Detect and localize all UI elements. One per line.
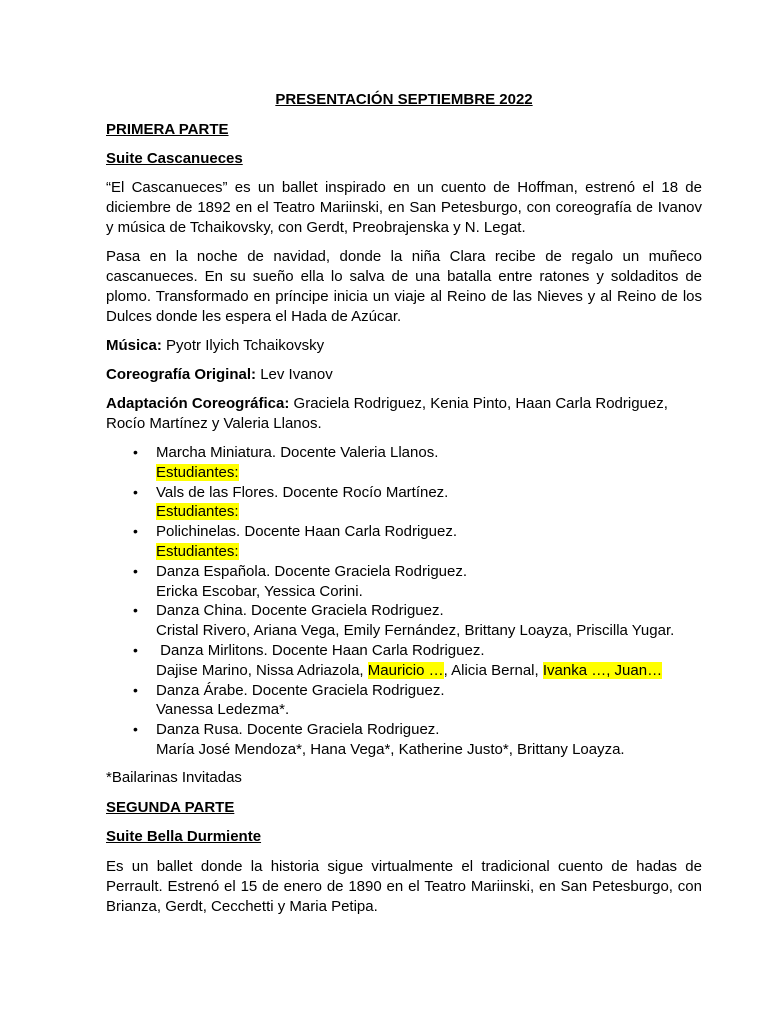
list-item-title: Vals de las Flores. Docente Rocío Martínez.	[156, 483, 449, 501]
adaptation-credit	[106, 394, 702, 434]
part2-heading: SEGUNDA PARTE	[106, 798, 235, 816]
bullet-icon: •	[133, 562, 138, 579]
list-item	[106, 641, 702, 681]
highlighted-students-label: Estudiantes:	[156, 542, 239, 560]
list-item-title: Polichinelas. Docente Haan Carla Rodriguez.	[156, 523, 457, 541]
list-item-title: Danza Española. Docente Graciela Rodriguez.	[156, 562, 468, 580]
music-label: Música:	[106, 337, 162, 354]
part1-suite-heading: Suite Cascanueces	[106, 150, 243, 167]
choreography-label: Coreografía Original:	[106, 366, 257, 383]
bullet-icon: •	[133, 721, 138, 738]
dancers-text: , Alicia Bernal,	[443, 661, 543, 679]
list-item-dancers: Vanessa Ledezma*.	[156, 701, 290, 719]
list-item	[106, 522, 702, 562]
list-item	[106, 601, 702, 641]
highlighted-dancer: Ivanka …, Juan…	[542, 661, 663, 679]
list-item-title: Danza China. Docente Graciela Rodriguez.	[156, 602, 444, 620]
part2-suite-heading: Suite Bella Durmiente	[106, 827, 262, 845]
bullet-icon: •	[133, 681, 138, 698]
part1-paragraph-2: Pasa en la noche de navidad, donde la niña Clara recibe de regalo un muñeco cascanueces. En su sueño ella lo salva de una batalla entre ratones y soldaditos de plomo. Transformado en príncipe inicia un viaje al Reino de las Nieves y al Reino de los Dulces donde les espera el Hada de Azúcar.	[106, 248, 702, 325]
list-item	[106, 681, 702, 721]
bullet-icon: •	[133, 444, 138, 460]
list-item-title: Danza Árabe. Docente Graciela Rodriguez.	[156, 681, 445, 699]
list-item-title: Marcha Miniatura. Docente Valeria Llanos.	[156, 444, 439, 461]
part2-paragraph-1: Es un ballet donde la historia sigue virtualmente el tradicional cuento de hadas de Perrault. Estrenó el 15 de enero de 1890 en el Teatro Mariinski, en San Petesburgo, con Brianza, Gerdt, Cecchetti y Maria Petipa.	[106, 857, 702, 915]
choreography-value: Lev Ivanov	[256, 366, 333, 383]
bullet-icon: •	[133, 483, 138, 500]
list-item	[106, 562, 702, 602]
music-credit	[106, 336, 702, 356]
footnote: *Bailarinas Invitadas	[106, 768, 242, 786]
list-item-title: Danza Mirlitons. Docente Haan Carla Rodriguez.	[156, 641, 485, 659]
list-item-dancers: Cristal Rivero, Ariana Vega, Emily Fernández, Brittany Loayza, Priscilla Yugar.	[156, 622, 675, 640]
part1-paragraph-1: “El Cascanueces” es un ballet inspirado en un cuento de Hoffman, estrenó el 18 de diciembre de 1892 en el Teatro Mariinski, en San Petesburgo, con coreografía de Ivanov y música de Tchaikovsky, con Gerdt, Preobrajenska y N. Legat.	[106, 179, 702, 236]
music-value: Pyotr Ilyich Tchaikovsky	[161, 337, 325, 354]
list-item	[106, 720, 702, 760]
dance-list	[106, 443, 702, 760]
list-item	[106, 443, 702, 483]
highlighted-students-label: Estudiantes:	[156, 503, 239, 521]
part1-heading: PRIMERA PARTE	[106, 121, 229, 138]
choreography-credit	[106, 365, 702, 385]
bullet-icon: •	[133, 523, 138, 540]
list-item	[106, 483, 702, 523]
dancers-text: Dajise Marino, Nissa Adriazola,	[156, 661, 368, 679]
bullet-icon: •	[133, 602, 138, 619]
list-item-dancers: María José Mendoza*, Hana Vega*, Katherine Justo*, Brittany Loayza.	[156, 740, 625, 758]
adaptation-label: Adaptación Coreográfica:	[106, 395, 290, 412]
adaptation-value: Graciela Rodriguez, Kenia Pinto, Haan Carla Rodriguez, Rocío Martínez y Valeria Llanos.	[106, 395, 668, 432]
document-body	[106, 90, 702, 926]
highlighted-students-label: Estudiantes:	[156, 463, 239, 481]
document-title: PRESENTACIÓN SEPTIEMBRE 2022	[275, 91, 533, 108]
list-item-title: Danza Rusa. Docente Graciela Rodriguez.	[156, 721, 440, 739]
list-item-dancers: Ericka Escobar, Yessica Corini.	[156, 582, 363, 600]
highlighted-dancer: Mauricio …	[367, 661, 444, 679]
list-item-dancers	[156, 661, 702, 681]
bullet-icon: •	[133, 641, 138, 658]
